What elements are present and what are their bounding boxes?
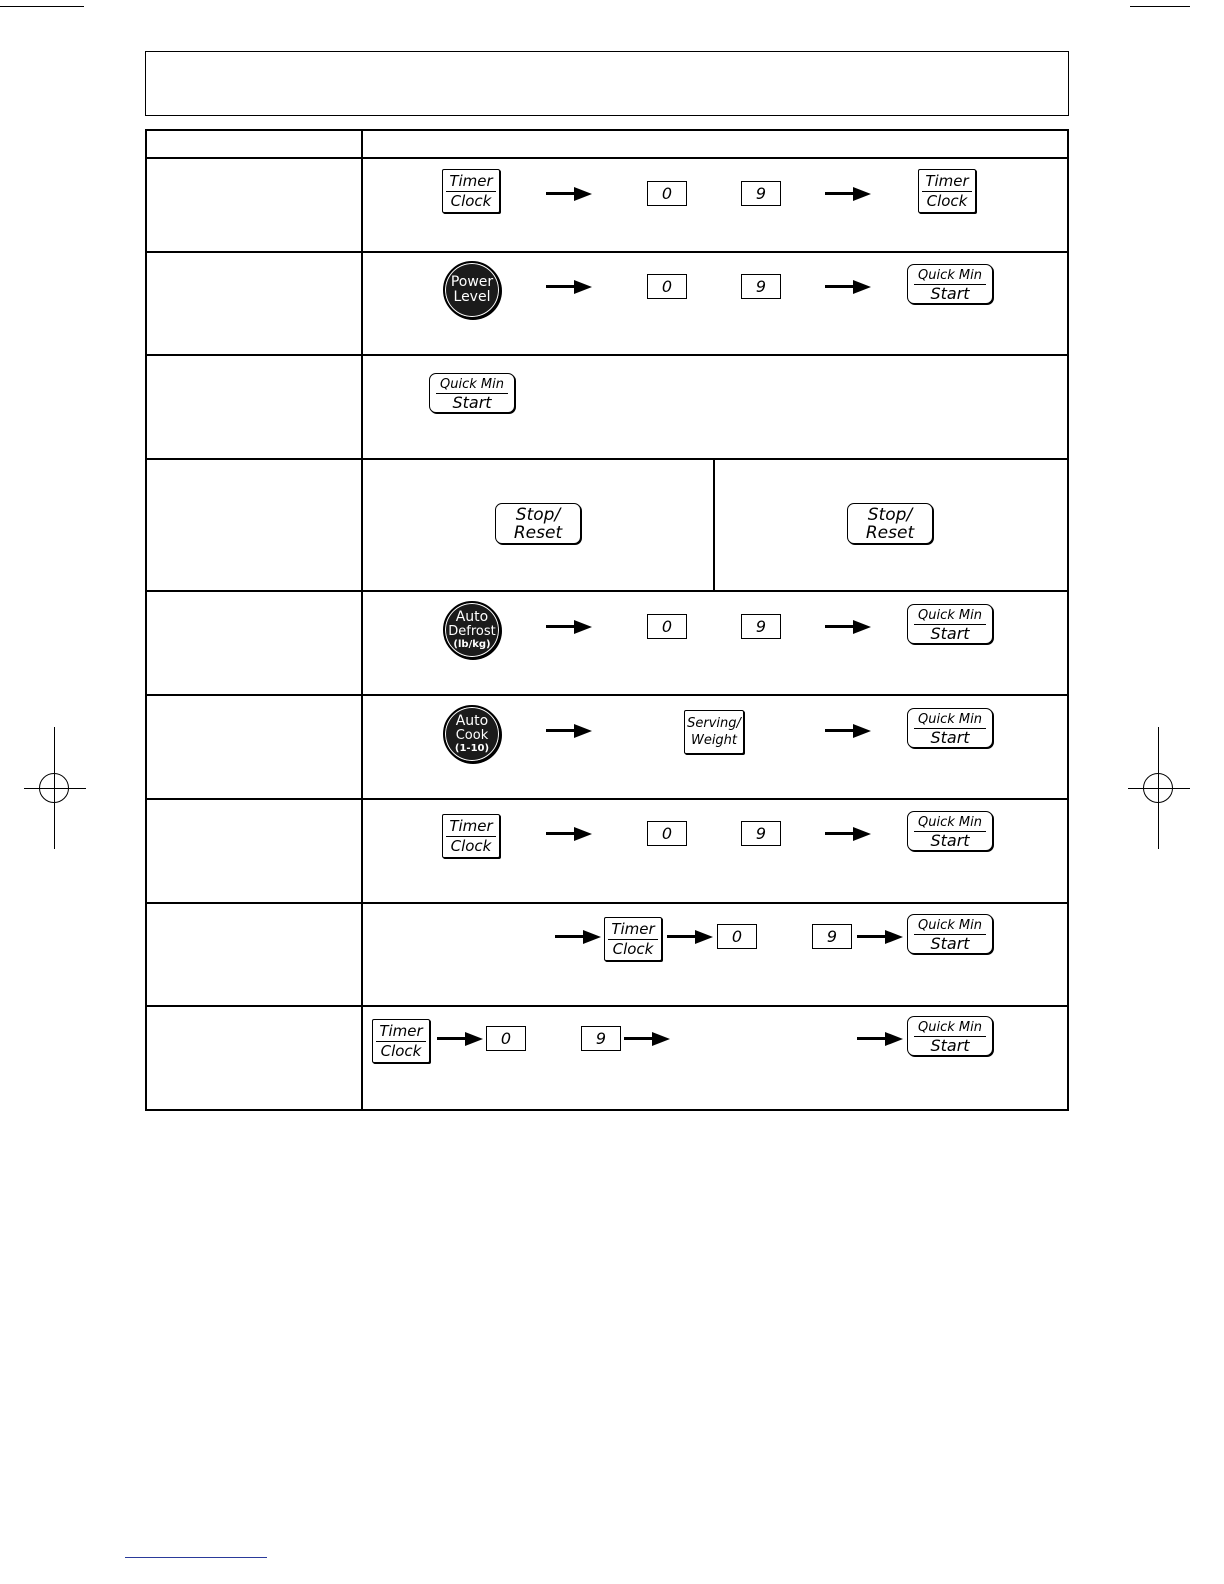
digit-0-button[interactable]: 0	[647, 821, 687, 846]
right-arrow-icon	[555, 931, 601, 943]
digit-9-button[interactable]: 9	[741, 181, 781, 206]
serving-weight-button[interactable]: Serving/ Weight	[684, 710, 744, 754]
quick-min-start-button[interactable]: Quick Min Start	[429, 373, 515, 413]
timer-clock-button[interactable]: Timer Clock	[372, 1019, 430, 1063]
timer-clock-button[interactable]: Timer Clock	[918, 169, 976, 213]
digit-0-button[interactable]: 0	[647, 614, 687, 639]
digit-9-button[interactable]: 9	[812, 924, 852, 949]
digit-9-button[interactable]: 9	[741, 274, 781, 299]
right-arrow-icon	[857, 931, 903, 943]
digit-9-button[interactable]: 9	[741, 614, 781, 639]
digit-0-button[interactable]: 0	[647, 274, 687, 299]
quick-min-start-button[interactable]: Quick Min Start	[907, 1016, 993, 1056]
stop-reset-button[interactable]: Stop/ Reset	[847, 503, 933, 544]
footer-underline	[125, 1557, 267, 1558]
crop-mark-top-right	[1130, 6, 1190, 7]
timer-clock-button[interactable]: Timer Clock	[442, 169, 500, 213]
digit-0-button[interactable]: 0	[647, 181, 687, 206]
right-arrow-icon	[546, 281, 592, 293]
right-arrow-icon	[546, 188, 592, 200]
right-arrow-icon	[857, 1033, 903, 1045]
right-arrow-icon	[546, 828, 592, 840]
timer-clock-button[interactable]: Timer Clock	[604, 917, 662, 961]
crop-mark-top-left	[0, 6, 84, 7]
title-box	[145, 51, 1069, 116]
timer-clock-button[interactable]: Timer Clock	[442, 814, 500, 858]
quick-min-start-button[interactable]: Quick Min Start	[907, 604, 993, 644]
quick-min-start-button[interactable]: Quick Min Start	[907, 914, 993, 954]
digit-9-button[interactable]: 9	[581, 1026, 621, 1051]
right-arrow-icon	[825, 828, 871, 840]
right-arrow-icon	[546, 621, 592, 633]
quick-min-start-button[interactable]: Quick Min Start	[907, 708, 993, 748]
quick-min-start-button[interactable]: Quick Min Start	[907, 811, 993, 851]
digit-0-button[interactable]: 0	[717, 924, 757, 949]
right-arrow-icon	[825, 188, 871, 200]
right-arrow-icon	[546, 725, 592, 737]
right-arrow-icon	[667, 931, 713, 943]
stop-reset-button[interactable]: Stop/ Reset	[495, 503, 581, 544]
right-arrow-icon	[825, 621, 871, 633]
right-arrow-icon	[437, 1033, 483, 1045]
auto-defrost-button[interactable]: Auto Defrost (lb/kg)	[443, 601, 501, 659]
power-level-button[interactable]: Power Level	[443, 261, 501, 319]
quick-min-start-button[interactable]: Quick Min Start	[907, 264, 993, 304]
right-arrow-icon	[624, 1033, 670, 1045]
digit-9-button[interactable]: 9	[741, 821, 781, 846]
right-arrow-icon	[825, 281, 871, 293]
auto-cook-button[interactable]: Auto Cook (1-10)	[443, 705, 501, 763]
digit-0-button[interactable]: 0	[486, 1026, 526, 1051]
right-arrow-icon	[825, 725, 871, 737]
